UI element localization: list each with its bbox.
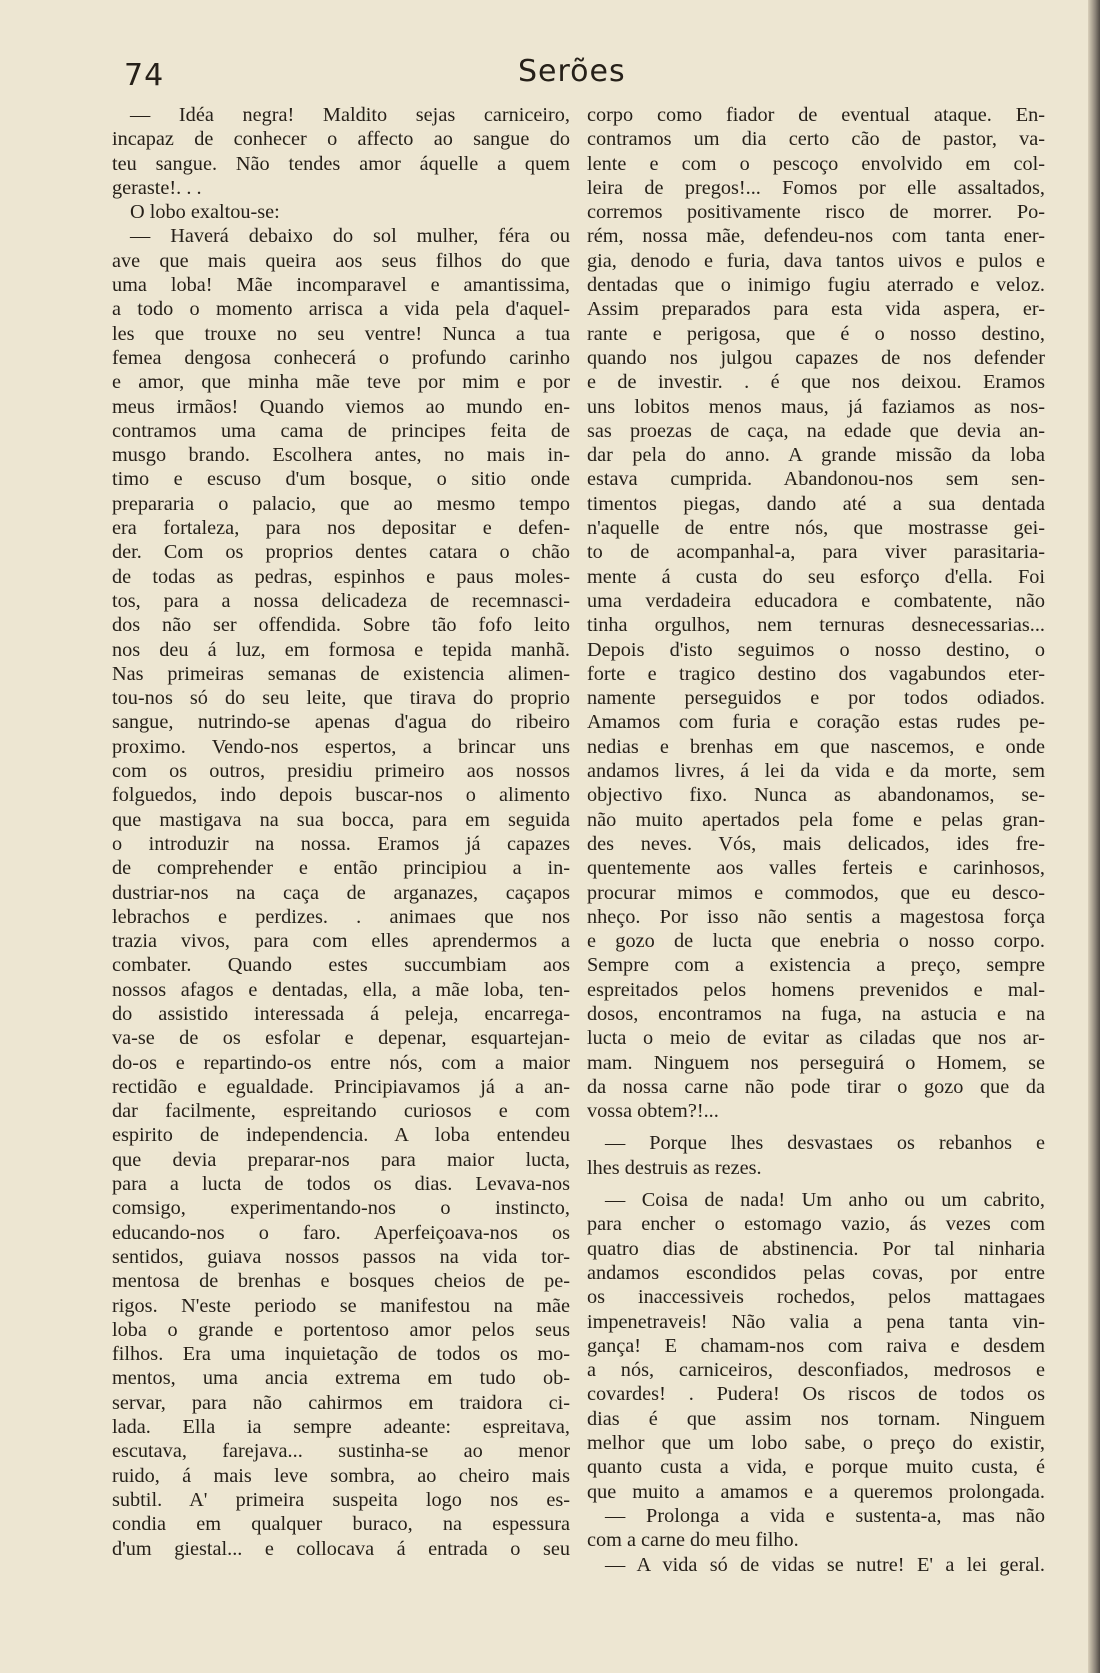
text-line: que mastigava na sua bocca, para em seguida (112, 808, 570, 831)
text-line: a nós, carniceiros, desconfiados, medrosos e (587, 1359, 1045, 1382)
text-line: gança! E chamam-nos com raiva e desdem (587, 1334, 1045, 1357)
text-line: uma loba! Mãe incomparavel e amantissima, (112, 274, 570, 297)
text-line: timentos piegas, dando até a sua dentada (587, 492, 1045, 515)
text-line: namente perseguidos e por todos odiados. (587, 687, 1045, 710)
text-line: rante e perigosa, que é o nosso destino, (587, 322, 1045, 345)
text-line: do assistido interessada á peleja, encarrega- (112, 1002, 570, 1025)
text-line: quanto custa a vida, e porque muito custa, é (587, 1456, 1045, 1479)
text-line: que muito a amamos e a queremos prolongada. (587, 1480, 1045, 1503)
text-line: de todas as pedras, espinhos e paus moles- (112, 565, 570, 588)
text-line: com a carne do meu filho. (587, 1529, 799, 1552)
text-line: uma verdadeira educadora e combatente, não (587, 589, 1045, 612)
text-line: rectidão e egualdade. Principiavamos já a an- (112, 1075, 570, 1098)
text-line: forte e tragico destino dos vagabundos eter- (587, 662, 1045, 685)
text-line: d'um giestal... e collocava á entrada o seu (112, 1537, 570, 1560)
text-line: femea dengosa conhecerá o profundo carinho (112, 346, 570, 369)
text-line: melhor que um lobo sabe, o preço do existir, (587, 1432, 1045, 1455)
text-line: espirito de independencia. A loba entendeu (112, 1124, 570, 1147)
text-line: to de acompanhal-a, para viver parasitaria- (587, 541, 1045, 564)
text-line: rém, nossa mãe, defendeu-nos com tanta ener- (587, 225, 1045, 248)
text-line: Nas primeiras semanas de existencia alimen- (112, 662, 570, 685)
text-line: ave que mais queira aos seus filhos do que (112, 249, 570, 272)
text-line: lhes destruis as rezes. (587, 1156, 762, 1179)
page-number: 74 (124, 58, 165, 93)
text-line: nedias e brenhas em que nascemos, e onde (587, 735, 1045, 758)
text-line: der. Com os proprios dentes catara o chão (112, 541, 570, 564)
text-line: não muito apertados pela fome e pelas gran- (587, 808, 1045, 831)
text-line: O lobo exaltou-se: (130, 201, 280, 224)
text-line: nossos afagos e dentadas, ella, a mãe loba, ten- (112, 978, 570, 1001)
text-line: lucta o meio de evitar as ciladas que nos ar- (587, 1027, 1045, 1050)
text-line: timo e escuso d'um bosque, o sitio onde (112, 468, 570, 491)
text-line: dos não ser offendida. Sobre tão fofo leito (112, 614, 570, 637)
text-line: dar pela do anno. A grande missão da loba (587, 444, 1045, 467)
text-line: filhos. Era uma inquietação de todos os mo- (112, 1343, 570, 1366)
text-line: uns lobitos menos maus, já faziamos as nos- (587, 395, 1045, 418)
text-line: tinha orgulhos, nem ternuras desnecessarias... (587, 614, 1045, 637)
text-line: dosos, encontramos na fuga, na astucia e na (587, 1002, 1045, 1025)
text-line: tos, para a nossa delicadeza de recemnasci- (112, 589, 570, 612)
text-line: contramos um dia certo cão de pastor, va- (587, 128, 1045, 151)
text-line: lebrachos e perdizes. . animaes que nos (112, 905, 570, 928)
text-line: — Coisa de nada! Um anho ou um cabrito, (605, 1189, 1045, 1212)
text-line: da nossa carne não pode tirar o gozo que da (587, 1075, 1045, 1098)
text-line: sentidos, guiava nossos passos na vida tor- (112, 1245, 570, 1268)
text-line: a todo o momento arrisca a vida pela d'aquel- (112, 298, 570, 321)
text-line: educando-nos o faro. Aperfeiçoava-nos os (112, 1221, 570, 1244)
text-line: os inaccessiveis rochedos, pelos mattagaes (587, 1286, 1045, 1309)
text-line: gia, denodo e furia, dava tantos uivos e pulos e (587, 249, 1045, 272)
text-line: corremos positivamente risco de morrer. Po- (587, 201, 1045, 224)
text-line: nos deu á luz, em formosa e tepida manhã. (112, 638, 570, 661)
text-line: — Prolonga a vida e sustenta-a, mas não (605, 1504, 1045, 1527)
text-line: Amamos com furia e coração estas rudes pe- (587, 711, 1045, 734)
text-line: ruido, á mais leve sombra, ao cheiro mais (112, 1464, 570, 1487)
text-line: rigos. N'este periodo se manifestou na mãe (112, 1294, 570, 1317)
text-line: andamos livres, á lei da vida e da morte, sem (587, 760, 1045, 783)
text-line: leira de pregos!... Fomos por elle assaltados, (587, 176, 1045, 199)
text-line: teu sangue. Não tendes amor áquelle a quem (112, 152, 570, 175)
text-line: mentos, uma ancia extrema em tudo ob- (112, 1367, 570, 1390)
text-line: tou-nos só do seu leite, que tirava do proprio (112, 687, 570, 710)
text-line: nheço. Por isso não sentis a magestosa força (587, 905, 1045, 928)
text-line: Sempre com a existencia a preço, sempre (587, 954, 1045, 977)
page-header (0, 52, 1100, 102)
text-line: contramos uma cama de principes feita de (112, 419, 570, 442)
text-line: va-se de os esfolar e depenar, esquartejan- (112, 1027, 570, 1050)
text-line: sangue, nutrindo-se apenas d'agua do ribeiro (112, 711, 570, 734)
text-line: espreitados pelos homens prevenidos e mal- (587, 978, 1045, 1001)
text-line: e amor, que minha mãe teve por mim e por (112, 371, 570, 394)
book-spine-shadow (1088, 0, 1100, 1673)
text-line: incapaz de conhecer o affecto ao sangue do (112, 128, 570, 151)
text-line: e gozo de lucta que enebria o nosso corpo. (587, 930, 1045, 953)
text-line: para a lucta de todos os dias. Levava-nos (112, 1173, 570, 1196)
text-line: meus irmãos! Quando viemos ao mundo en- (112, 395, 570, 418)
running-head: Serões (518, 54, 626, 89)
text-line: musgo brando. Escolhera antes, no mais in- (112, 444, 570, 467)
text-line: covardes! . Pudera! Os riscos de todos os (587, 1383, 1045, 1406)
text-line: Assim preparados para esta vida aspera, er- (587, 298, 1045, 321)
text-line: geraste!. . . (112, 176, 202, 199)
text-line: vossa obtem?!... (587, 1100, 719, 1123)
text-column-right (587, 103, 1045, 1577)
text-line: — Haverá debaixo do sol mulher, féra ou (130, 225, 570, 248)
text-line: dustriar-nos na caça de arganazes, caçapos (112, 881, 570, 904)
text-line: para encher o estomago vazio, ás vezes com (587, 1213, 1045, 1236)
text-line: n'aquelle de entre nós, que mostrasse gei- (587, 517, 1045, 540)
text-line: de comprehender e então principiou a in- (112, 857, 570, 880)
text-line: lada. Ella ia sempre adeante: espreitava, (112, 1416, 570, 1439)
text-line: — Idéa negra! Maldito sejas carniceiro, (130, 104, 570, 126)
text-line: lente e com o pescoço envolvido em col- (587, 152, 1045, 175)
text-line: servar, para não cahirmos em traidora ci- (112, 1391, 570, 1414)
text-line: quando nos julgou capazes de nos defender (587, 346, 1045, 369)
text-line: objectivo fixo. Nunca as abandonamos, se- (587, 784, 1045, 807)
text-line: impenetraveis! Não valia a pena tanta vin- (587, 1310, 1045, 1333)
text-line: prepararia o palacio, que ao mesmo tempo (112, 492, 570, 515)
text-line: era fortaleza, para nos depositar e defen- (112, 517, 570, 540)
text-line: loba o grande e portentoso amor pelos seus (112, 1318, 570, 1341)
text-line: des neves. Vós, mais delicados, ides fre- (587, 832, 1045, 855)
text-line: com os outros, presidiu primeiro aos nossos (112, 760, 570, 783)
text-line: quatro dias de abstinencia. Por tal ninharia (587, 1237, 1045, 1260)
text-line: dar facilmente, espreitando curiosos e com (112, 1100, 570, 1123)
text-line: sas proezas de caça, na edade que devia an- (587, 419, 1045, 442)
text-line: e de investir. . é que nos deixou. Eramos (587, 371, 1045, 394)
text-line: — Porque lhes desvastaes os rebanhos e (605, 1132, 1045, 1155)
text-line: o introduzir na nossa. Eramos já capazes (112, 832, 570, 855)
text-column-left (112, 103, 570, 1561)
text-line: escutava, farejava... sustinha-se ao menor (112, 1440, 570, 1463)
text-line: comsigo, experimentando-nos o instincto, (112, 1197, 570, 1220)
text-line: subtil. A' primeira suspeita logo nos es- (112, 1488, 570, 1511)
text-line: folguedos, indo depois buscar-nos o alimento (112, 784, 570, 807)
text-line: estava cumprida. Abandonou-nos sem sen- (587, 468, 1045, 491)
text-line: — A vida só de vidas se nutre! E' a lei geral. (605, 1553, 1045, 1576)
text-line: corpo como fiador de eventual ataque. En- (587, 104, 1045, 126)
text-line: mam. Ninguem nos perseguirá o Homem, se (587, 1051, 1045, 1074)
text-line: combater. Quando estes succumbiam aos (112, 954, 570, 977)
text-line: les que trouxe no seu ventre! Nunca a tua (112, 322, 570, 345)
text-line: trazia vivos, para com elles aprendermos a (112, 930, 570, 953)
text-line: proximo. Vendo-nos espertos, a brincar uns (112, 735, 570, 758)
text-line: dias é que assim nos tornam. Ninguem (587, 1407, 1045, 1430)
text-line: procurar mimos e commodos, que eu desco- (587, 881, 1045, 904)
text-line: andamos escondidos pelas covas, por entre (587, 1261, 1045, 1284)
text-line: mente á custa do seu esforço d'ella. Foi (587, 565, 1045, 588)
text-line: mentosa de brenhas e bosques cheios de pe- (112, 1270, 570, 1293)
text-line: dentadas que o inimigo fugiu aterrado e veloz. (587, 274, 1045, 297)
text-line: do-os e repartindo-os entre nós, com a maior (112, 1051, 570, 1074)
text-line: condia em qualquer buraco, na espessura (112, 1513, 570, 1536)
text-line: quentemente aos valles ferteis e carinhosos, (587, 857, 1045, 880)
text-line: Depois d'isto seguimos o nosso destino, o (587, 638, 1045, 661)
text-line: que devia preparar-nos para maior lucta, (112, 1148, 570, 1171)
